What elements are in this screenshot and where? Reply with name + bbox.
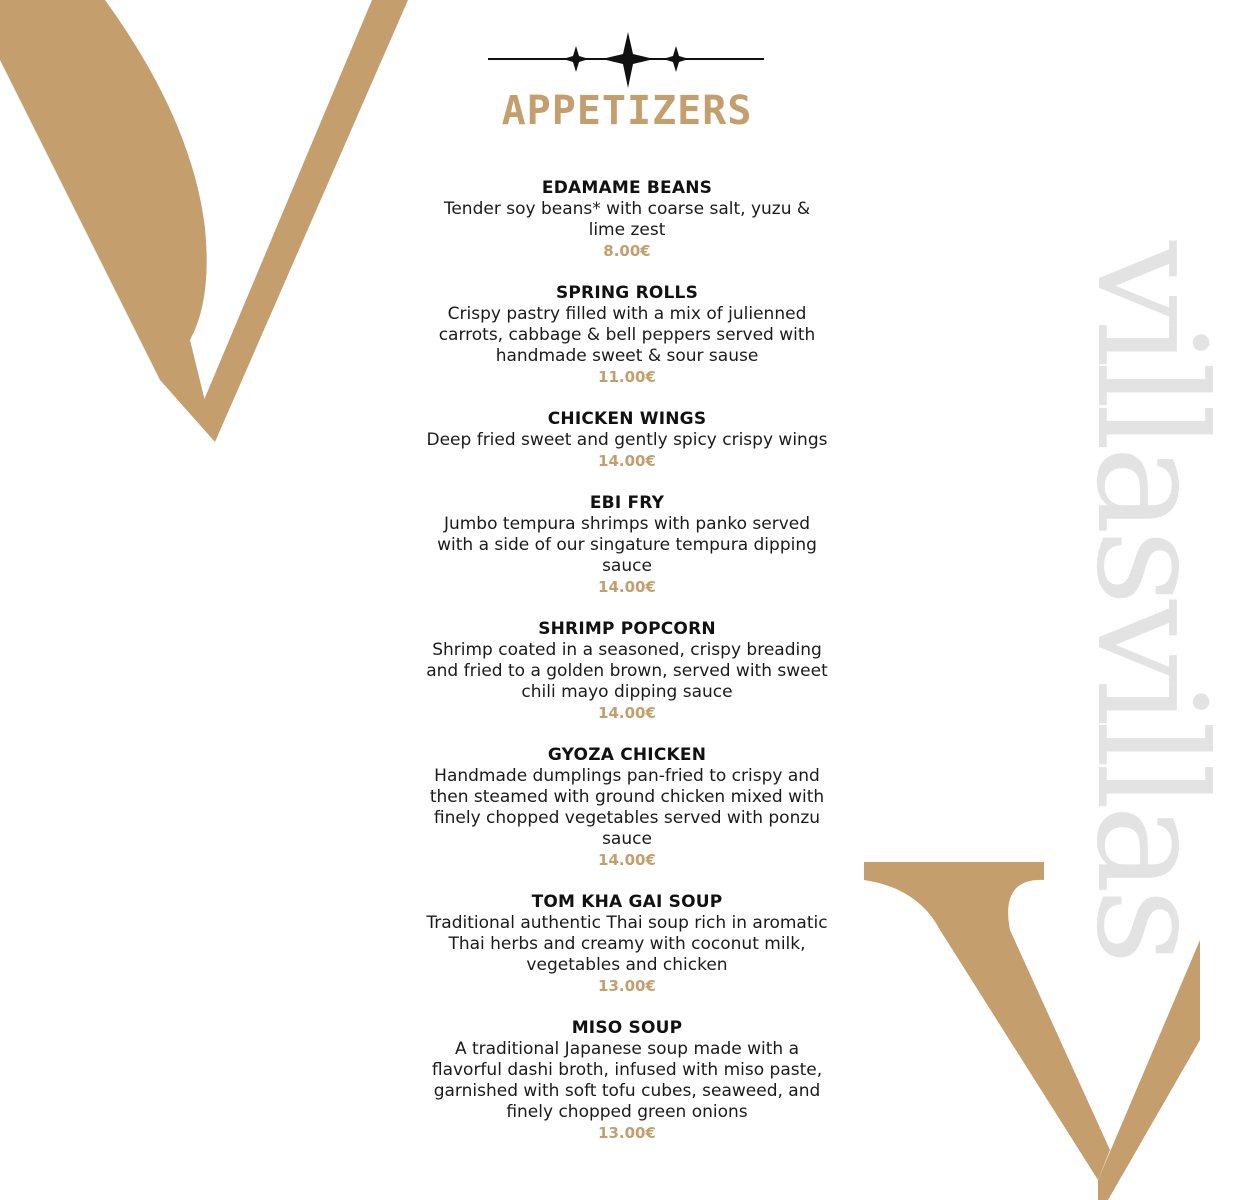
menu-item-description: Deep fried sweet and gently spicy crispy wings [426,430,828,450]
menu-item-name: GYOZA CHICKEN [547,745,707,765]
logo-v-bottom-right-arm [1098,940,1200,1200]
menu-item-description: Crispy pastry filled with a mix of julienned carrots, cabbage & bell peppers served with handmade sweet & sour sause [438,304,816,366]
menu-item [425,1018,829,1144]
ornament-star-left [563,46,589,72]
section-title: APPETIZERS [501,88,753,134]
menu-item [425,619,829,724]
menu-item [425,178,829,262]
menu-item [425,892,829,997]
menu-item-description: Jumbo tempura shrimps with panko served with a side of our singature tempura dipping sauce [437,514,817,576]
menu-item-description: A traditional Japanese soup made with a flavorful dashi broth, infused with miso paste, garnished with soft tofu cubes, seaweed, and finely chopped green onions [431,1039,823,1122]
menu-item-name: SPRING ROLLS [555,283,699,303]
menu-item-name: TOM KHA GAI SOUP [531,892,723,912]
logo-v-top-right-arm [204,0,408,442]
menu-item-name: SHRIMP POPCORN [538,619,716,639]
menu-item-description: Tender soy beans* with coarse salt, yuzu & lime zest [443,199,811,240]
menu-item-price: 13.00€ [598,1124,656,1142]
menu-item-name: MISO SOUP [571,1018,683,1038]
menu-item-price: 14.00€ [598,851,656,869]
menu-item-name: EDAMAME BEANS [541,178,713,198]
menu-item [425,283,829,388]
watermark-vertical-text: villasvillas [1063,240,1237,960]
menu-item-price: 14.00€ [598,452,656,470]
menu-item-name: CHICKEN WINGS [547,409,707,429]
menu-item-price: 8.00€ [603,242,651,260]
menu-item-price: 14.00€ [598,704,656,722]
menu-item-description: Shrimp coated in a seasoned, crispy breading and fried to a golden brown, served with sweet chili mayo dipping sauce [426,640,828,702]
ornament-star-center [602,32,654,88]
four-point-stars-icon [488,30,766,90]
menu-item-description: Handmade dumplings pan-fried to crispy and then steamed with ground chicken mixed with finely chopped vegetables served with ponzu sauce [429,766,825,849]
menu-item [425,745,829,871]
ornament-star-right [663,46,689,72]
menu-item-price: 14.00€ [598,578,656,596]
menu-item-price: 11.00€ [598,368,656,386]
menu-item-description: Traditional authentic Thai soup rich in aromatic Thai herbs and creamy with coconut milk, vegetables and chicken [426,913,828,975]
menu-item-name: EBI FRY [589,493,665,513]
menu-list [425,178,829,1165]
menu-item [425,409,829,472]
menu-item [425,493,829,598]
menu-item-price: 13.00€ [598,977,656,995]
logo-v-top-left-arm [0,0,215,442]
